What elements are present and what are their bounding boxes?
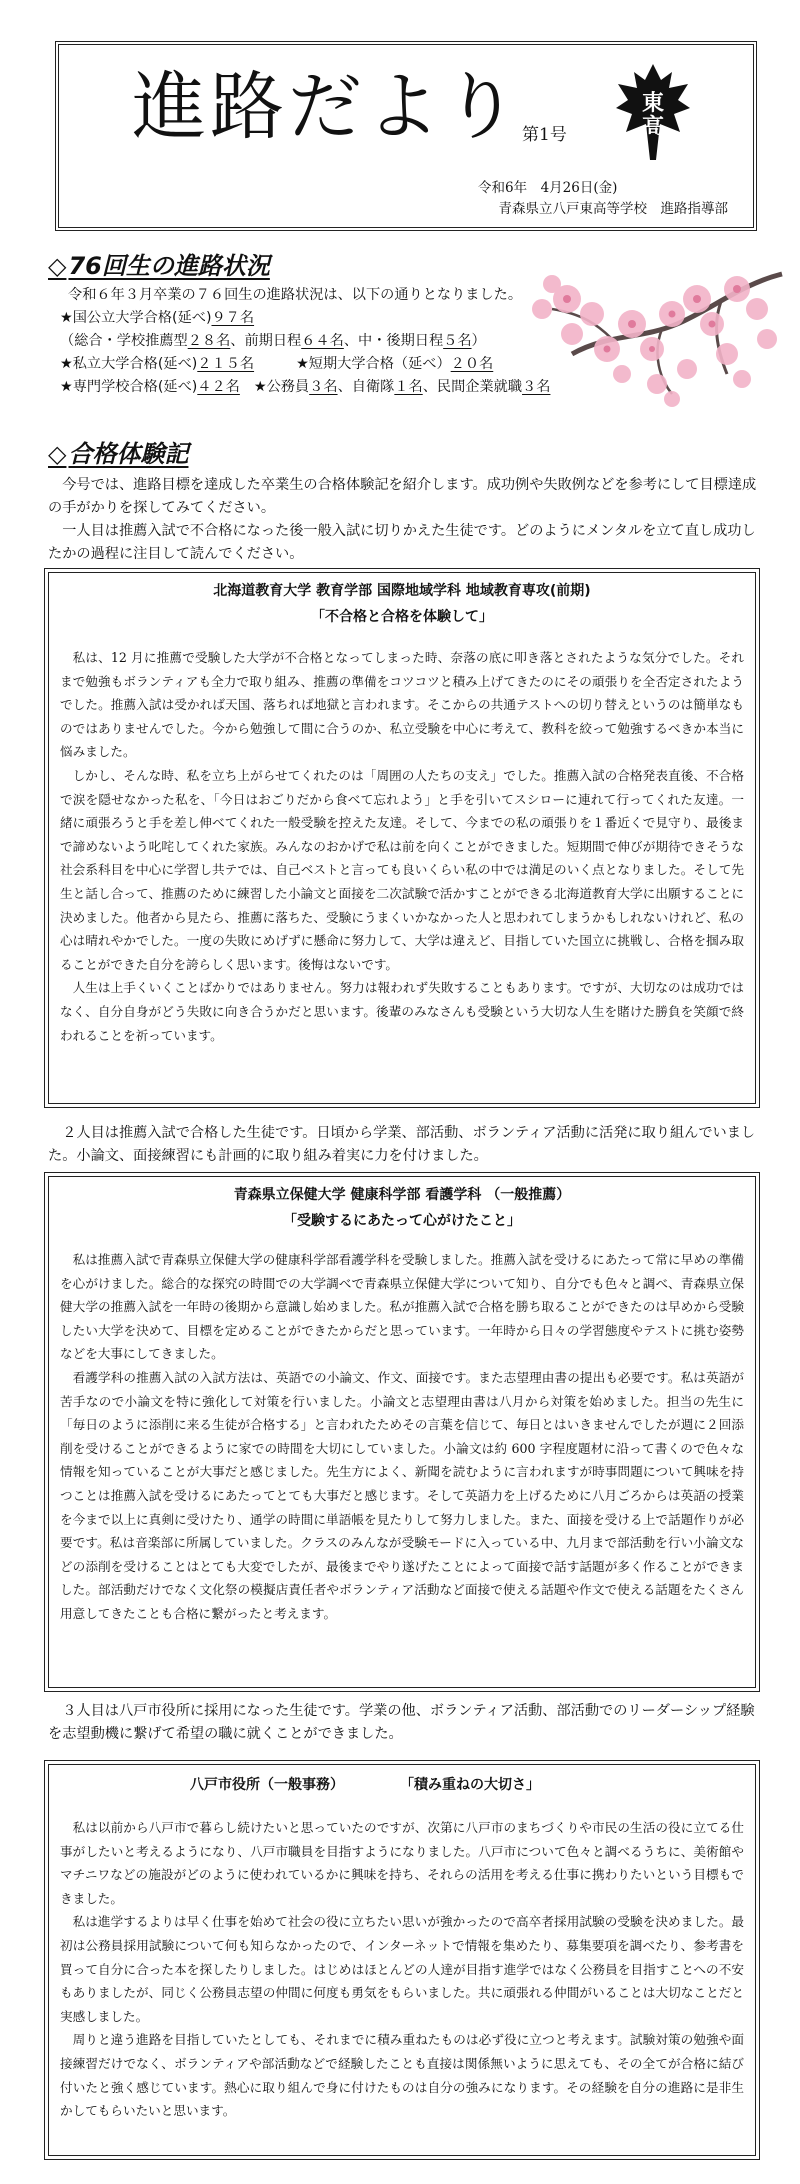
status-block (60, 284, 551, 399)
essay-2-paragraph: 私は推薦入試で青森県立保健大学の健康科学部看護学科を受験しました。推薦入試を受けるにあたって常に早めの準備を心がけました。総合的な探究の時間での大学調べで青森県立保健大学について知り、自分でも色々と調べ、青森県立保健大学の推薦入試を一年時の後期から意識し始めました。私が推薦入試で合格を勝ち取ることができたのは早めから受験したい大学を決めて、目標を定めることができたからだと思っています。一年時から日々の学習態度やテストに挑む姿勢などを大事にしてきました。 (60, 1252, 744, 1362)
student-2-intro: ２人目は推薦入試で合格した生徒です。日頃から学業、部活動、ボランティア活動に活発に取り組んでいました。小論文、面接練習にも計画的に取り組み着実に力を付けました。 (48, 1125, 756, 1164)
essay-3 (60, 1772, 744, 2123)
section-heading-status: ◇76回生の進路状況 (48, 252, 270, 280)
cherry-blossom-illustration (512, 254, 788, 424)
essay-3-school: 八戸市役所（一般事務） (190, 1777, 344, 1793)
issue-number: 第1号 (522, 125, 567, 145)
essay-3-body (60, 1816, 744, 2123)
status-line-national: ★国公立大学合格(延べ)９７名 (60, 310, 255, 326)
status-intro: 令和６年３月卒業の７６回生の進路状況は、以下の通りとなりました。 (68, 287, 523, 303)
essay-2-title: 「受験するにあたって心がけたこと」 (283, 1213, 521, 1229)
issue-date: 令和6年 4月26日(金) (478, 180, 618, 196)
essay-3-title: 「積み重ねの大切さ」 (400, 1777, 540, 1793)
essay-2-school: 青森県立保健大学 健康科学部 看護学科 （一般推薦） (233, 1187, 571, 1203)
essay-2-paragraph: 看護学科の推薦入試の入試方法は、英語での小論文、作文、面接です。また志望理由書の提出も必要です。私は英語が苦手なので小論文を特に強化して対策を行いました。小論文と志望理由書は八月から対策を始めました。担当の先生に「毎日のように添削に来る生徒が合格する」と言われたためその言葉を信じて、毎日とはいきませんでしたが週に２回添削を受けることができるように家での時間を大切にしていました。小論文は約 600 字程度題材に沿って書くので色々な情報を知っていることが大事だと感じました。先生方によく、新聞を読むように言われますが時事問題について興味を持つことは推薦入試を受けるにあたってとても大事だと感じます。そして英語力を上げるために八月ごろからは英語の授業を今まで以上に真剣に受けたり、通学の時間に単語帳を見たりして努力しました。また、面接を受ける上で話題作りが必要です。私は音楽部に所属していました。クラスのみんなが受験モードに入っている中、九月まで部活動を行い小論文などの添削を受けることはとても大変でしたが、最後までやり遂げたことによって面接で話す話題が多く作ることができました。部活動だけでなく文化祭の模擬店責任者やボランティア活動など面接で使える話題や作文で使える話題をたくさん用意してきたことも合格に繋がったと考えます。 (60, 1369, 744, 1621)
status-line-vocational: ★専門学校合格(延べ)４２名 ★公務員３名、自衛隊１名、民間企業就職３名 (60, 379, 551, 395)
essay-1-paragraph: しかし、そんな時、私を立ち上がらせてくれたのは「周囲の人たちの支え」でした。推薦入試の合格発表直後、不合格で涙を隠せなかった私を、「今日はおごりだから食べて忘れよう」と手を引いてスシローに連れて行ってくれた友達。一緒に頑張ろうと手を差し伸べてくれた一般受験を控えた友達。そして、今までの私の頑張りを１番近くで見守り、最後まで諦めないよう叱咤してくれた家族。みんなのおかげで私は前を向くことができました。短期間で伸びが期待できそうな社会系科目を中心に学習し共テでは、自己ベストと言っても良いくらい私の中では満足のいく点となりました。そして先生と話し合って、推薦のために練習した小論文と面接を二次試験で活かすことができる北海道教育大学に出願することに決めました。他者から見たら、推薦に落ちた、受験にうまくいかなかった人と思われてしまうかもしれないけれど、私の心は晴れやかでした。一度の失敗にめげずに懸命に努力して、大学は違えど、目指していた国立に挑戦し、合格を掴み取ることができた自分を誇らしく思います。後悔はないです。 (60, 767, 744, 972)
student-3-intro: ３人目は八戸市役所に採用になった生徒です。学業の他、ボランティア活動、部活動でのリーダーシップ経験を志望動機に繋げて希望の職に就くことができました。 (48, 1703, 755, 1742)
essay-1-paragraph: 私は、12 月に推薦で受験した大学が不合格となってしまった時、奈落の底に叩き落とされたような気分でした。それまで勉強もボランティアも全力で取り組み、推薦の準備をコツコツと積み上げてきたのにその頑張りを全否定されたようでした。推薦入試は受かれば天国、落ちれば地獄と言われます。そこからの共通テストへの切り替えというのは簡単なものではありませんでした。今から勉強して間に合うのか、私立受験を中心に考えて、教科を絞って勉強するべきか本当に悩みました。 (60, 650, 744, 760)
svg-text:東: 東 (641, 90, 665, 116)
essay-1 (60, 578, 744, 1047)
experience-intro (48, 474, 758, 566)
essay-1-paragraph: 人生は上手くいくことばかりではありません。努力は報われず失敗することもあります。ですが、大切なのは成功ではなく、自分自身がどう失敗に向き合うかだと思います。後輩のみなさんも受験という大切な人生を賭けた勝負を笑顔で終われることを祈っています。 (60, 980, 744, 1043)
essay-1-school: 北海道教育大学 教育学部 国際地域学科 地域教育専攻(前期) (213, 583, 591, 599)
essay-2-body (60, 1248, 744, 1626)
diamond-icon: ◇ (48, 252, 67, 280)
diamond-icon: ◇ (48, 440, 67, 468)
essay-3-paragraph: 私は以前から八戸市で暮らし続けたいと思っていたのですが、次第に八戸市のまちづくりや市民の生活の役に立てる仕事がしたいと考えるようになり、八戸市職員を目指すようになりました。八戸市について色々と調べるうちに、美術館やマチニワなどの施設がどのように使われているかに興味を持ち、それらの活用を考える仕事に携わりたいという目標もできました。 (60, 1820, 744, 1906)
status-line-national-detail: （総合・学校推薦型２８名、前期日程６４名、中・後期日程５名） (60, 333, 486, 349)
newsletter-title: 進路だより (132, 64, 522, 150)
essay-1-body (60, 646, 744, 1047)
section-heading-experience: ◇合格体験記 (48, 440, 189, 468)
svg-text:高: 高 (641, 114, 665, 140)
status-line-private: ★私立大学合格(延べ)２１５名 ★短期大学合格（延べ）２０名 (60, 356, 494, 372)
school-logo (614, 62, 692, 162)
essay-3-heading (60, 1772, 744, 1798)
experience-intro-p2: 一人目は推薦入試で不合格になった後一般入試に切りかえた生徒です。どのようにメンタルを立て直し成功したかの過程に注目して読んでください。 (48, 523, 756, 562)
essay-1-title: 「不合格と合格を体験して」 (311, 609, 493, 625)
school-name: 青森県立八戸東高等学校 進路指導部 (498, 201, 728, 217)
essay-3-paragraph: 私は進学するよりは早く仕事を始めて社会の役に立ちたい思いが強かったので高卒者採用試験の受験を決めました。最初は公務員採用試験について何も知らなかったので、インターネットで情報を集めたり、募集要項を調べたり、参考書を買って自分に合った本を探したりしました。はじめはほとんどの人達が目指す進学ではなく公務員を目指すことへの不安もありましたが、同じく公務員志望の仲間に何度も勇気をもらいました。共に頑張れる仲間がいることは大切なことだと実感しました。 (60, 1914, 744, 2024)
maple-leaf-icon (614, 62, 692, 162)
essay-2 (60, 1182, 744, 1626)
school-date-block (458, 178, 728, 220)
experience-intro-p1: 今号では、進路目標を達成した卒業生の合格体験記を紹介します。成功例や失敗例などを参考にして目標達成の手がかりを探してみてください。 (48, 477, 757, 516)
essay-3-paragraph: 周りと違う進路を目指していたとしても、それまでに積み重ねたものは必ず役に立つと考えます。試験対策の勉強や面接練習だけでなく、ボランティアや部活動などで経験したことも直接は関係無いように思えても、その全てが合格に結び付いたと強く感じています。熱心に取り組んで身に付けたものは自分の強みになります。その経験を自分の進路に是非生かしてもらいたいと思います。 (60, 2032, 744, 2119)
